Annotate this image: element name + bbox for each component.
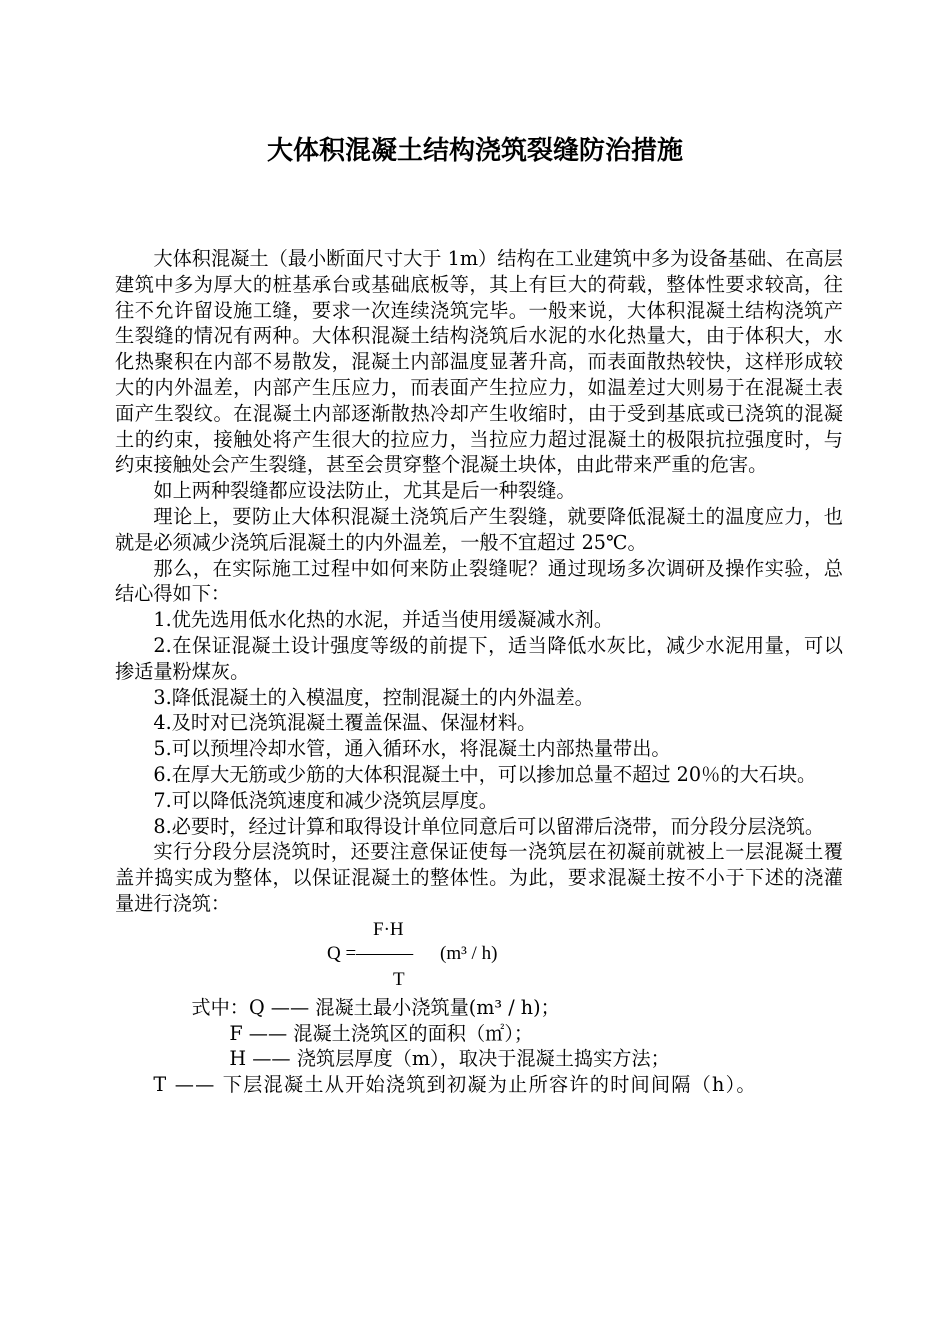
- intro-paragraph: 大体积混凝土（最小断面尺寸大于 1m）结构在工业建筑中多为设备基础、在高层建筑中多为厚大的桩基承台或基础底板等，其上有巨大的荷载，整体性要求较高，往往不允许留设施工缝，要求一次连续浇筑完毕。一般来说，大体积混凝土结构浇筑产生裂缝的情况有两种。大体积混凝土结构浇筑后水泥的水化热量大，由于体积大，水化热聚积在内部不易散发，混凝土内部温度显著升高，而表面散热较快，这样形成较大的内外温差，内部产生压应力，而表面产生拉应力，如温差过大则易于在混凝土表面产生裂纹。在混凝土内部逐渐散热冷却产生收缩时，由于受到基底或已浇筑的混凝土的约束，接触处将产生很大的拉应力，当拉应力超过混凝土的极限抗拉强度时，与约束接触处会产生裂缝，甚至会贯穿整个混凝土块体，由此带来严重的危害。: [115, 247, 843, 477]
- formula-numerator: F·H: [373, 918, 404, 940]
- definition-q: 式中：Q —— 混凝土最小浇筑量(m³ / h)；: [191, 995, 560, 1019]
- measure-item: 2.在保证混凝土设计强度等级的前提下，适当降低水灰比，减少水泥用量，可以掺适量粉煤灰。: [115, 633, 843, 683]
- formula-lhs: Q =———: [327, 942, 414, 964]
- definition-h: H —— 浇筑层厚度（m），取决于混凝土捣实方法；: [229, 1047, 670, 1071]
- pour-rate-formula: [115, 917, 843, 995]
- paragraph-practice: 那么，在实际施工过程中如何来防止裂缝呢？通过现场多次调研及操作实验，总结心得如下：: [115, 556, 843, 606]
- paragraph-theory: 理论上，要防止大体积混凝土浇筑后产生裂缝，就要降低混凝土的温度应力，也就是必须减少浇筑后混凝土的内外温差，一般不宜超过 25℃。: [115, 504, 843, 554]
- measure-item: 1.优先选用低水化热的水泥，并适当使用缓凝减水剂。: [153, 608, 614, 632]
- closing-paragraph: 实行分段分层浇筑时，还要注意保证使每一浇筑层在初凝前就被上一层混凝土覆盖并捣实成为整体，以保证混凝土的整体性。为此，要求混凝土按不小于下述的浇灌量进行浇筑：: [115, 840, 843, 915]
- document-body: [115, 246, 843, 1098]
- paragraph-two-cracks: 如上两种裂缝都应设法防止，尤其是后一种裂缝。: [153, 479, 576, 503]
- formula-unit: (m³ / h): [440, 942, 498, 964]
- definition-t: T —— 下层混凝土从开始浇筑到初凝为止所容许的时间间隔（h）。: [153, 1073, 757, 1097]
- measure-item: 5.可以预埋冷却水管，通入循环水，将混凝土内部热量带出。: [153, 737, 671, 761]
- measure-item: 7.可以降低浇筑速度和减少浇筑层厚度。: [153, 788, 498, 812]
- document-title: 大体积混凝土结构浇筑裂缝防治措施: [266, 136, 683, 166]
- measure-item: 3.降低混凝土的入模温度，控制混凝土的内外温差。: [153, 685, 594, 709]
- measure-item: 6.在厚大无筋或少筋的大体积混凝土中，可以掺加总量不超过 20％的大石块。: [153, 762, 817, 786]
- definition-f: F —— 混凝土浇筑区的面积（㎡）；: [229, 1021, 534, 1045]
- formula-denominator: T: [393, 968, 405, 990]
- measure-item: 4.及时对已浇筑混凝土覆盖保温、保湿材料。: [153, 711, 537, 735]
- measure-item: 8.必要时，经过计算和取得设计单位同意后可以留滞后浇带，而分段分层浇筑。: [153, 814, 825, 838]
